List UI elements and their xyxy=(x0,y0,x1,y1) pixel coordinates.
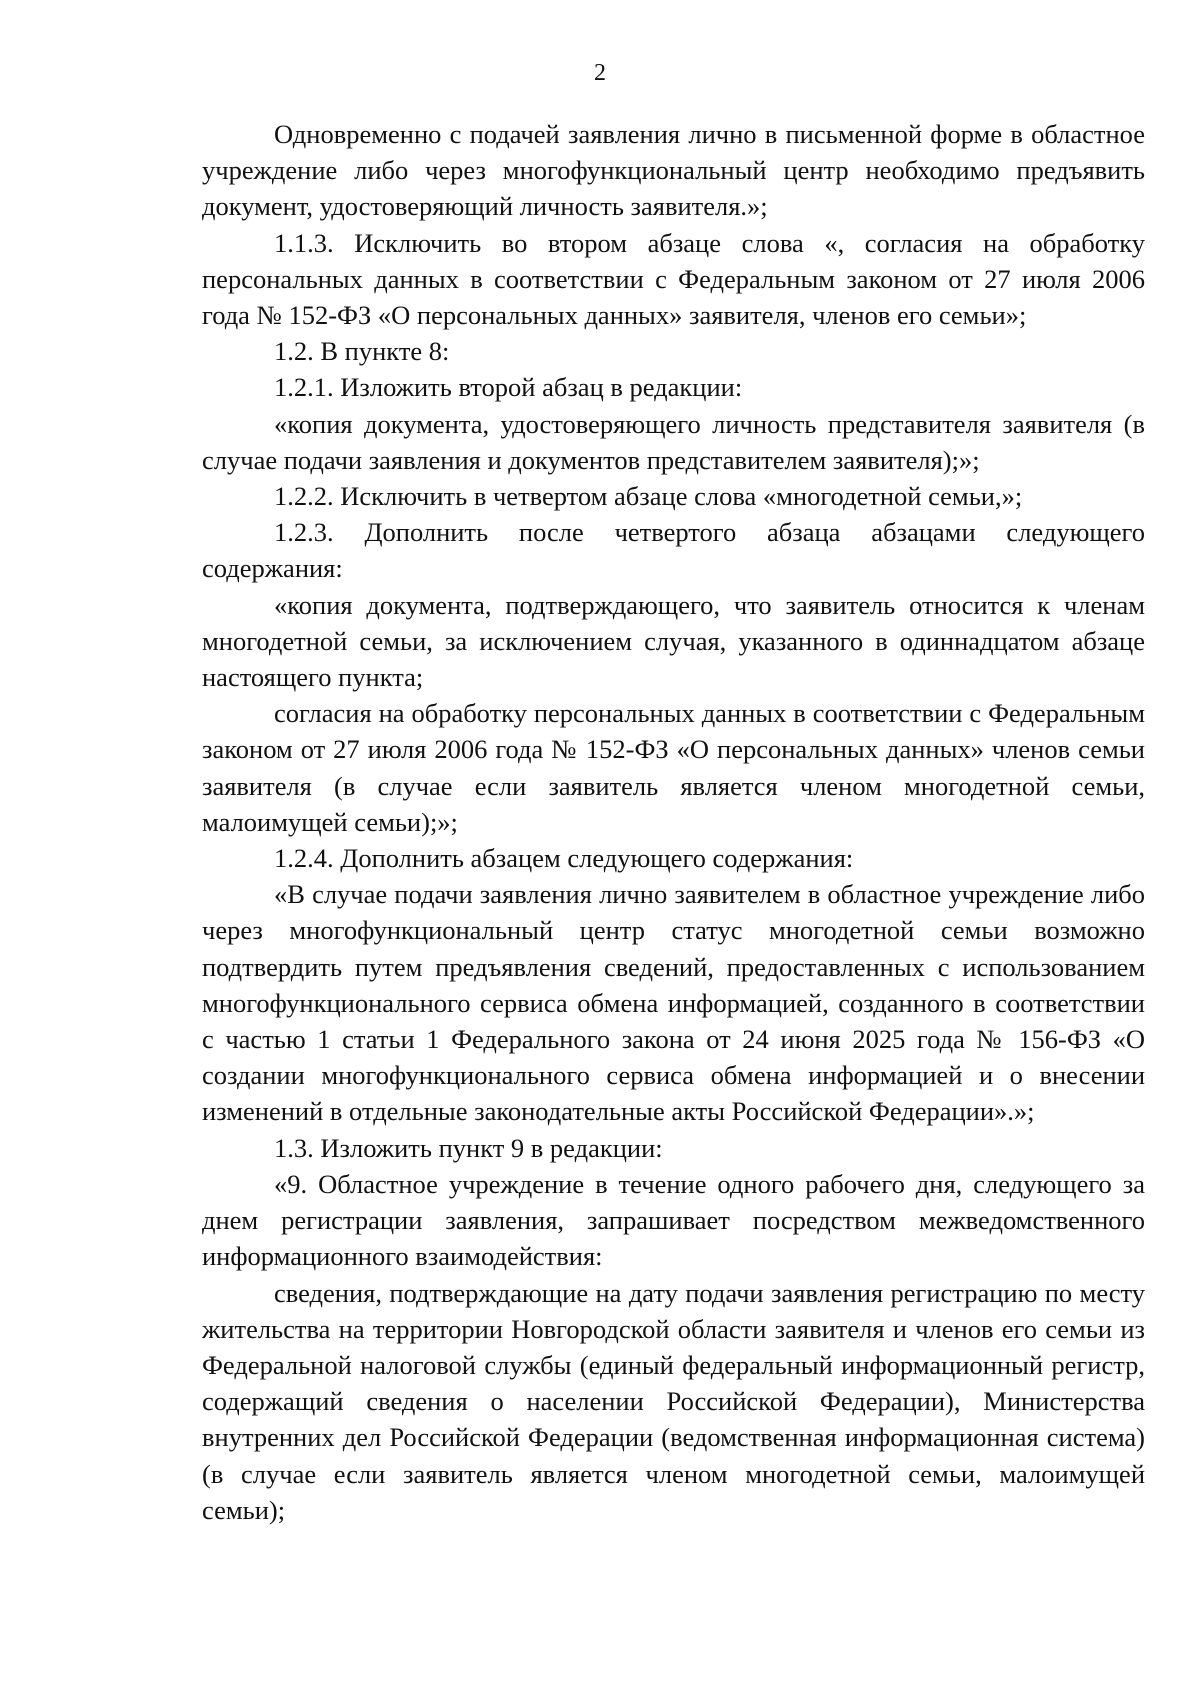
paragraph-1-3: 1.3. Изложить пункт 9 в редакции: xyxy=(274,1132,663,1163)
paragraph-1-2: 1.2. В пункте 8: xyxy=(274,336,450,367)
paragraph-1-2-3: 1.2.3. Дополнить после четвертого абзаца абзацами следующего содержания: xyxy=(202,517,1145,584)
paragraph-consent: согласия на обработку персональных данных в соответствии с Федеральным законом от 27 июля 2006 года № 152-ФЗ «О персональных данных» членов семьи заявителя (в случае если заявитель является членом многодетной семьи, малоимущей семьи);»; xyxy=(202,698,1145,837)
paragraph-registration-info: сведения, подтверждающие на дату подачи заявления регистрацию по месту жительства на территории Новгородской области заявителя и членов его семьи из Федеральной налоговой службы (единый федеральный информационный регистр, содержащий сведения о населении Российской Федерации), Министерства внутренних дел Российской Федерации (ведомственная информационная система) (в случае если заявитель является членом многодетной семьи, малоимущей семьи); xyxy=(202,1277,1145,1525)
paragraph-1-2-1: 1.2.1. Изложить второй абзац в редакции: xyxy=(274,372,743,403)
paragraph-quote-representative: «копия документа, удостоверяющего личность представителя заявителя (в случае подачи заявления и документов представителем заявителя);»; xyxy=(202,408,1145,475)
paragraph-intro: Одновременно с подачей заявления лично в письменной форме в областное учреждение либо через многофункциональный центр необходимо предъявить документ, удостоверяющий личность заявителя.»; xyxy=(202,119,1145,222)
paragraph-quote-multifunctional-service: «В случае подачи заявления лично заявителем в областное учреждение либо через многофункциональный центр статус многодетной семьи возможно подтвердить путем предъявления сведений, предоставленных с использованием многофункционального сервиса обмена информацией, созданного в соответствии с частью 1 статьи 1 Федерального закона от 24 июня 2025 года № 156-ФЗ «О создании многофункционального сервиса обмена информацией и о внесении изменений в отдельные законодательные акты Российской Федерации».»; xyxy=(202,879,1145,1127)
paragraph-quote-large-family: «копия документа, подтверждающего, что заявитель относится к членам многодетной семьи, за исключением случая, указанного в одиннадцатом абзаце настоящего пункта; xyxy=(202,589,1145,693)
paragraph-1-2-4: 1.2.4. Дополнить абзацем следующего содержания: xyxy=(274,843,854,874)
document-body xyxy=(202,116,1145,1528)
page-number: 2 xyxy=(594,60,606,86)
paragraph-quote-item-9: «9. Областное учреждение в течение одного рабочего дня, следующего за днем регистрации заявления, запрашивает посредством межведомственного информационного взаимодействия: xyxy=(202,1168,1145,1272)
paragraph-1-1-3: 1.1.3. Исключить во втором абзаце слова «, согласия на обработку персональных данных в соответствии с Федеральным законом от 27 июля 2006 года № 152-ФЗ «О персональных данных» заявителя, членов его семьи»; xyxy=(202,227,1145,331)
paragraph-1-2-2: 1.2.2. Исключить в четвертом абзаце слова «многодетной семьи,»; xyxy=(274,481,1023,512)
